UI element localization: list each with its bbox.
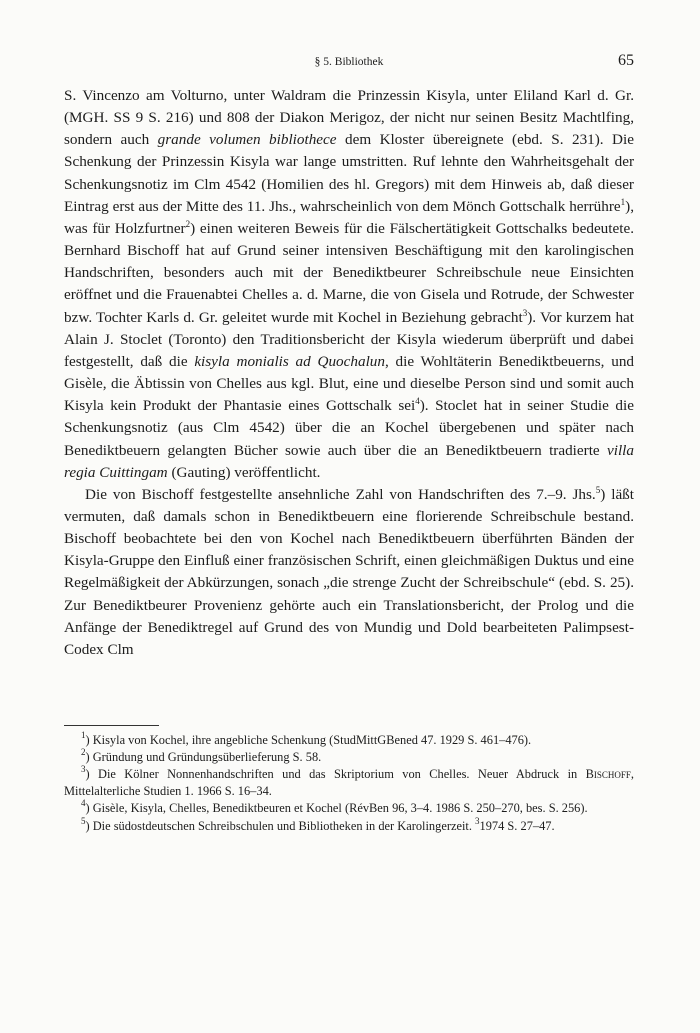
footnote-marker: 3 [475, 815, 480, 826]
text-run: ), was für Holzfurtner [64, 197, 634, 237]
italic-latin-phrase: villa regia Cuittingam [64, 441, 634, 481]
footnote [64, 800, 634, 817]
footnote-marker: 1 [620, 196, 626, 207]
italic-latin-phrase: grande volumen bibliothece [157, 131, 337, 149]
book-page [64, 52, 634, 835]
text-run: 1974 S. 27–47. [479, 818, 555, 833]
footnote-marker: 3 [81, 764, 86, 775]
page-number: 65 [618, 52, 634, 69]
text-run: ). Vor kurzem hat Alain J. Stoclet (Toronto) den Traditionsbericht der Kisyla wiederum überprüft und dabei festgestellt, daß die [64, 308, 634, 370]
text-run: Die von Bischoff festgestellte ansehnliche Zahl von Handschriften des 7.–9. Jhs. [85, 485, 596, 503]
footnote-marker: 3 [522, 307, 528, 318]
footnote [64, 815, 634, 835]
footnote [64, 732, 634, 749]
text-run: ) Gründung und Gründungsüberlieferung S. 58. [85, 750, 322, 765]
text-run: S. Vincenzo am Volturno, unter Waldram die Prinzessin Kisyla, unter Eliland Karl d. Gr. (MGH. SS 9 S. 216) und 808 der Diakon Merigoz, der nicht nur seinen Besitz Machtlfing, sondern auch [64, 87, 634, 149]
text-run: , Mittelalterliche Studien 1. 1966 S. 16–34. [64, 767, 634, 799]
text-run: ) Die südostdeutschen Schreibschulen und Bibliotheken in der Karolingerzeit. [85, 818, 476, 833]
text-run: ) läßt vermuten, daß damals schon in Benediktbeuern eine florierende Schreibschule bestand. Bischoff beobachtete bei den von Kochel nach Benediktbeuern überführten Bänden der Kisyla-Gruppe den Einfluß einer französischen Schrift, einen gleichmäßigen Duktus und eine Regelmäßigkeit der Abkürzungen, sonach „die strenge Zucht der Schreibschule“ (ebd. S. 25). Zur Benediktbeurer Provenienz gehörte auch ein Translationsbericht, der Prolog und die Anfänge der Benediktregel auf Grund des von Mundig und Dold bearbeiteten Palimpsest-Codex Clm [64, 485, 634, 658]
page-header [64, 52, 634, 74]
running-head: § 5. Bibliothek [314, 56, 384, 68]
text-run: ) Die Kölner Nonnenhandschriften und das Skriptorium von Chelles. Neuer Abdruck in [85, 767, 586, 782]
text-run: ) einen weiteren Beweis für die Fälschertätigkeit Gottschalks bedeutete. Bernhard Bischoff hat auf Grund seiner intensiven Beschäftigung mit den karolingischen Handschriften, besonders auch mit der Benediktbeurer Schreibschule neue Einsichten eröffnet und die Frauenabtei Chelles a. d. Marne, die von Gisela und Rotrude, der Schwester bzw. Tochter Karls d. Gr. geleitet wurde mit Kochel in Beziehung gebracht [64, 219, 634, 326]
footnote-marker: 4 [415, 396, 420, 407]
footnote-marker: 2 [81, 747, 86, 758]
footnotes [64, 732, 634, 835]
body-paragraph [64, 85, 634, 484]
text-run: ) Kisyla von Kochel, ihre angebliche Schenkung (StudMittGBened 47. 1929 S. 461–476). [85, 733, 532, 748]
footnote [64, 749, 634, 766]
body-paragraph [64, 484, 634, 661]
text-run: , die Wohltäterin Benediktbeuerns, und Gisèle, die Äbtissin von Chelles aus kgl. Blut, eine und dieselbe Person sind und somit auch Kisyla kein Produkt der Phantasie eines Gottschalk sei [64, 352, 635, 415]
footnote-marker: 4 [81, 798, 86, 809]
footnote-marker: 5 [81, 815, 86, 826]
footnote [64, 766, 634, 800]
text-run: ) Gisèle, Kisyla, Chelles, Benediktbeuren et Kochel (RévBen 96, 3–4. 1986 S. 250–270, bes. S. 256). [85, 801, 588, 816]
text-run: (Gauting) veröffentlicht. [167, 463, 321, 481]
body-text [64, 85, 634, 661]
text-run: dem Kloster übereignete (ebd. S. 231). Die Schenkung der Prinzessin Kisyla war lange umstritten. Ruf lehnte den Wahrheitsgehalt der Schenkungsnotiz im Clm 4542 (Homilien des hl. Gregors) mit dem Hinweis ab, daß dieser Eintrag erst aus der Mitte des 11. Jhs., wahrscheinlich von dem Mönch Gottschalk herrühre [64, 131, 634, 215]
author-name-small-caps: Bischoff [585, 767, 631, 782]
footnote-marker: 1 [81, 730, 86, 741]
footnote-marker: 5 [595, 484, 601, 495]
text-run: ). Stoclet hat in seiner Studie die Schenkungsnotiz (aus Clm 4542) über die an Kochel übergebenen und später nach Benediktbeuern gelangten Bücher sowie auch über die an Benediktbeuern tradierte [64, 397, 634, 459]
footnote-separator [64, 725, 159, 726]
footnote-marker: 2 [185, 218, 191, 229]
italic-latin-phrase: kisyla monialis ad Quochalun [194, 352, 385, 370]
